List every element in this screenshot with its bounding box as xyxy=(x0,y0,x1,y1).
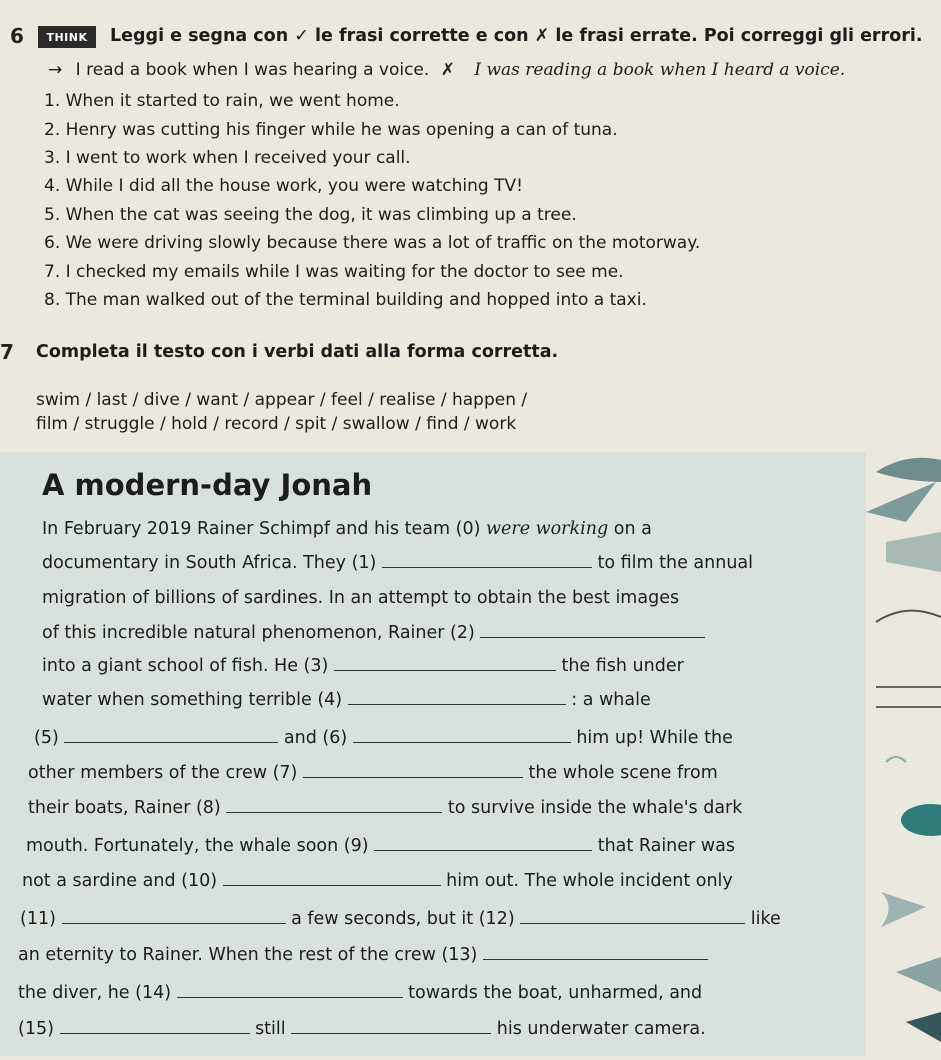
list-item: 2. Henry was cutting his finger while he was opening a can of tuna. xyxy=(44,120,618,140)
text-segment: the fish under xyxy=(555,656,684,676)
fish-icon xyxy=(866,452,941,1056)
text-segment: him up! While the xyxy=(570,728,733,748)
text-segment: the whole scene from xyxy=(522,763,718,783)
example-line xyxy=(48,60,845,80)
exercise-7-instruction: Completa il testo con i verbi dati alla forma corretta. xyxy=(36,342,559,362)
answer-blank-12[interactable] xyxy=(520,911,745,924)
text-segment: the diver, he (14) xyxy=(18,983,177,1003)
answer-blank-2[interactable] xyxy=(480,625,705,638)
text-line-13 xyxy=(18,945,708,965)
exercise-7-number: 7 xyxy=(0,340,14,364)
text-segment: to film the annual xyxy=(591,553,753,573)
text-segment: him out. The whole incident only xyxy=(440,871,733,891)
answer-blank-11[interactable] xyxy=(62,911,286,924)
text-line-10 xyxy=(26,836,735,856)
text-segment: on a xyxy=(608,519,652,539)
answer-blank-16[interactable] xyxy=(291,1021,491,1034)
text-segment: In February 2019 Rainer Schimpf and his team (0) xyxy=(42,519,486,539)
text-segment: still xyxy=(249,1019,292,1039)
text-segment: other members of the crew (7) xyxy=(28,763,303,783)
text-line-15 xyxy=(18,1019,706,1039)
answer-blank-13[interactable] xyxy=(483,947,708,960)
text-segment: towards the boat, unharmed, and xyxy=(402,983,703,1003)
text-segment: : a whale xyxy=(565,690,651,710)
exercise-6-instruction: Leggi e segna con ✓ le frasi corrette e con ✗ le frasi errate. Poi correggi gli errori. xyxy=(110,26,923,46)
answer-blank-3[interactable] xyxy=(334,658,556,671)
cross-icon: ✗ xyxy=(440,60,455,80)
text-line-8 xyxy=(28,763,718,783)
text-line-14 xyxy=(18,983,702,1003)
text-line-2 xyxy=(42,553,753,573)
answer-blank-10[interactable] xyxy=(223,873,441,886)
example-answer: were working xyxy=(486,519,609,539)
text-segment: (5) xyxy=(34,728,65,748)
fish-decoration xyxy=(866,452,941,1056)
text-segment: an eternity to Rainer. When the rest of the crew (13) xyxy=(18,945,483,965)
text-segment: (15) xyxy=(18,1019,60,1039)
text-line-11 xyxy=(22,871,733,891)
text-line-1 xyxy=(42,519,652,539)
answer-blank-4[interactable] xyxy=(348,692,566,705)
text-segment: documentary in South Africa. They (1) xyxy=(42,553,382,573)
text-segment: into a giant school of fish. He (3) xyxy=(42,656,334,676)
text-line-7 xyxy=(34,728,733,748)
verb-list-line-2: film / struggle / hold / record / spit / swallow / find / work xyxy=(36,414,517,434)
list-item: 7. I checked my emails while I was waiting for the doctor to see me. xyxy=(44,262,624,282)
answer-blank-5[interactable] xyxy=(64,730,278,743)
text-segment: (11) xyxy=(20,909,62,929)
example-sentence: I read a book when I was hearing a voice. xyxy=(75,60,430,80)
answer-blank-15[interactable] xyxy=(60,1021,250,1034)
text-segment: a few seconds, but it (12) xyxy=(285,909,521,929)
list-item: 1. When it started to rain, we went home. xyxy=(44,91,400,111)
answer-blank-6[interactable] xyxy=(353,730,571,743)
list-item: 3. I went to work when I received your call. xyxy=(44,148,411,168)
text-line-3: migration of billions of sardines. In an attempt to obtain the best images xyxy=(42,588,680,608)
answer-blank-9[interactable] xyxy=(374,838,592,851)
text-line-4 xyxy=(42,623,705,643)
text-segment: his underwater camera. xyxy=(491,1019,706,1039)
article-title: A modern-day Jonah xyxy=(42,468,373,502)
answer-blank-7[interactable] xyxy=(303,765,523,778)
text-line-12 xyxy=(20,909,781,929)
answer-blank-14[interactable] xyxy=(177,985,403,998)
text-segment: to survive inside the whale's dark xyxy=(442,798,743,818)
text-segment: water when something terrible (4) xyxy=(42,690,348,710)
list-item: 4. While I did all the house work, you were watching TV! xyxy=(44,176,523,196)
text-segment: like xyxy=(745,909,781,929)
list-item: 5. When the cat was seeing the dog, it was climbing up a tree. xyxy=(44,205,577,225)
list-item: 6. We were driving slowly because there was a lot of traffic on the motorway. xyxy=(44,233,701,253)
text-line-5 xyxy=(42,656,684,676)
text-line-9 xyxy=(28,798,742,818)
reading-panel xyxy=(0,452,870,1056)
answer-blank-1[interactable] xyxy=(382,555,592,568)
list-item: 8. The man walked out of the terminal building and hopped into a taxi. xyxy=(44,290,647,310)
example-correction: I was reading a book when I heard a voice. xyxy=(474,60,846,80)
verb-list-line-1: swim / last / dive / want / appear / feel / realise / happen / xyxy=(36,390,528,410)
think-badge: THINK xyxy=(38,26,96,48)
text-segment: that Rainer was xyxy=(592,836,735,856)
text-segment: and (6) xyxy=(278,728,353,748)
text-segment: of this incredible natural phenomenon, Rainer (2) xyxy=(42,623,481,643)
text-segment: their boats, Rainer (8) xyxy=(28,798,227,818)
text-segment: not a sardine and (10) xyxy=(22,871,223,891)
arrow-icon: → xyxy=(48,60,63,80)
answer-blank-8[interactable] xyxy=(226,800,442,813)
exercise-6-number: 6 xyxy=(10,24,24,48)
text-line-6 xyxy=(42,690,651,710)
text-segment: mouth. Fortunately, the whale soon (9) xyxy=(26,836,375,856)
